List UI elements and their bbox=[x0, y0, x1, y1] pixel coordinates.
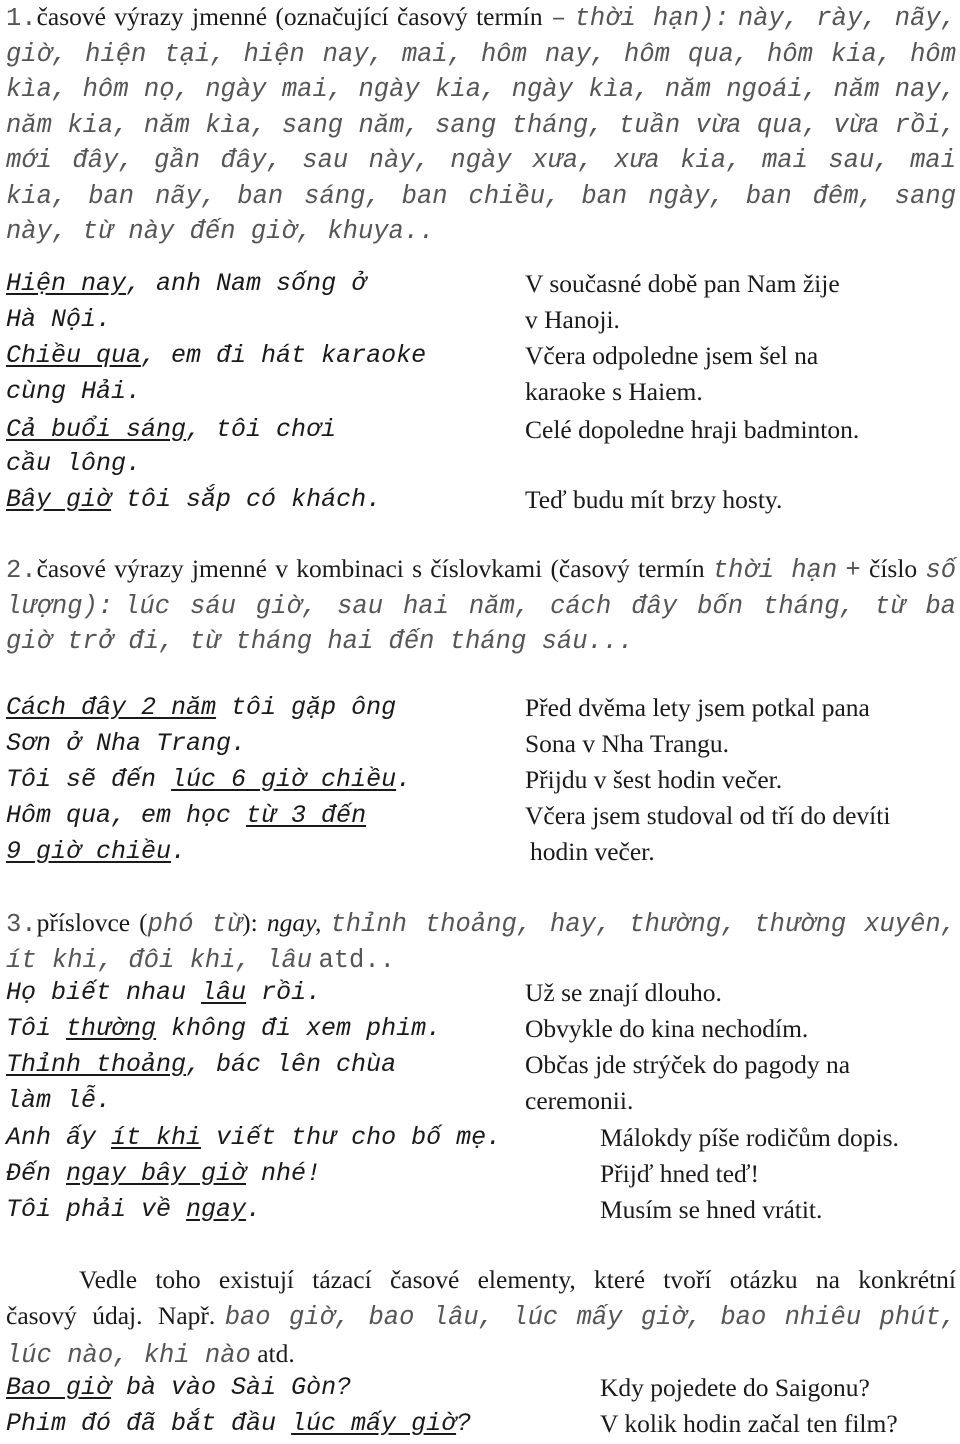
plus-sign: + bbox=[845, 556, 861, 585]
example-cz-cont: v Hanoji. bbox=[525, 305, 620, 334]
underlined-phrase: 9 giờ chiều bbox=[6, 837, 172, 866]
vietnamese-term: thời hạn bbox=[712, 556, 838, 585]
example-cz: V současné době pan Nam žije bbox=[525, 269, 840, 298]
vietnamese-term: số lượng): bbox=[6, 556, 957, 621]
example-vi: Tôi thường không đi xem phim. bbox=[6, 1014, 442, 1043]
example-cz: Včera odpoledne jsem šel na bbox=[525, 341, 819, 370]
example-cz: Před dvěma lety jsem potkal pana bbox=[525, 693, 870, 722]
underlined-phrase: lúc mấy giờ bbox=[291, 1409, 457, 1438]
example-vi bbox=[6, 412, 336, 448]
underlined-phrase: lúc 6 giờ chiều bbox=[171, 765, 397, 794]
example-vi bbox=[6, 338, 426, 374]
etc-text: atd.. bbox=[318, 945, 395, 975]
vietnamese-term: phó từ bbox=[147, 910, 243, 939]
etc-text: atd. bbox=[257, 1339, 295, 1368]
section-3-heading bbox=[6, 906, 956, 977]
section-1-heading bbox=[6, 0, 956, 249]
example-cz: Včera jsem studoval od tří do devíti bbox=[525, 801, 891, 830]
example-vi: Phim đó đã bắt đầu lúc mấy giờ? bbox=[6, 1409, 472, 1438]
example-cz-cont: karaoke s Haiem. bbox=[525, 377, 703, 406]
underlined-phrase: ngay bây giờ bbox=[66, 1159, 247, 1188]
example-vi: Họ biết nhau lâu rồi. bbox=[6, 978, 322, 1007]
dash: – bbox=[550, 4, 567, 33]
underlined-phrase: thường bbox=[66, 1014, 157, 1043]
example-vi-cont: Sơn ở Nha Trang. bbox=[6, 729, 247, 758]
example-cz: Málokdy píše rodičům dopis. bbox=[600, 1123, 899, 1152]
adverb-ngay: ngay, bbox=[266, 908, 322, 937]
example-vi-cont: cầu lông. bbox=[6, 449, 142, 478]
example-vi: Đến ngay bây giờ nhé! bbox=[6, 1159, 322, 1188]
underlined-phrase: Cách đây 2 năm bbox=[6, 693, 217, 722]
question-elements-paragraph bbox=[6, 1262, 956, 1374]
vi-text: , em đi hát karaoke bbox=[141, 341, 427, 370]
example-vi: Tôi phải về ngay. bbox=[6, 1195, 262, 1224]
example-vi-cont: cùng Hải. bbox=[6, 377, 142, 406]
underlined-phrase: Hiện nay bbox=[6, 269, 127, 298]
heading-text: časové výrazy jmenné v kombinaci s číslovkami (časový termín bbox=[36, 554, 705, 583]
expression-list: này, rày, nãy, giờ, hiện tại, hiện nay, mai, hôm nay, hôm qua, hôm kia, hôm kìa, hôm nọ, ngày mai, ngày kia, ngày kìa, năm ngoái, năm nay, năm kia, năm kìa, sang năm, sang tháng, tuần vừa qua, vừa rồi, mới đây, gần đây, sau này, ngày xưa, xưa kia, mai sau, mai kia, ban nãy, ban sáng, ban chiều, ban ngày, ban đêm, sang này, từ này đến giờ, khuya.. bbox=[6, 4, 957, 246]
example-vi: Tôi sẽ đến lúc 6 giờ chiều. bbox=[6, 765, 412, 794]
heading-text: ): bbox=[242, 908, 258, 937]
example-vi-cont: 9 giờ chiều. bbox=[6, 837, 187, 866]
vi-text: tôi sắp có khách. bbox=[111, 485, 382, 514]
underlined-phrase: ngay bbox=[186, 1195, 247, 1224]
section-number: 1. bbox=[6, 4, 37, 33]
example-cz: Obvykle do kina nechodím. bbox=[525, 1014, 809, 1043]
example-vi: Thỉnh thoảng, bác lên chùa bbox=[6, 1050, 397, 1079]
example-cz: Už se znají dlouho. bbox=[525, 978, 722, 1007]
underlined-phrase: lâu bbox=[201, 978, 247, 1007]
section-number: 2. bbox=[6, 556, 37, 585]
underlined-phrase: ít khi bbox=[111, 1123, 202, 1152]
underlined-phrase: Cả buổi sáng bbox=[6, 415, 187, 444]
example-cz-cont: ceremonii. bbox=[525, 1086, 634, 1115]
underlined-phrase: từ 3 đến bbox=[246, 801, 367, 830]
example-cz-cont: hodin večer. bbox=[530, 837, 655, 866]
question-word-list: bao giờ, bao lâu, lúc mấy giờ, bao nhiêu phút, lúc nào, khi nào bbox=[6, 1303, 956, 1370]
heading-text: číslo bbox=[869, 554, 918, 583]
expression-list: thỉnh thoảng, hay, thường, thường xuyên, ít khi, đôi khi, lâu bbox=[6, 910, 957, 975]
underlined-phrase: Bao giờ bbox=[6, 1373, 112, 1402]
example-vi bbox=[6, 482, 381, 518]
example-vi-cont: Hà Nội. bbox=[6, 305, 112, 334]
example-cz: Občas jde strýček do pagody na bbox=[525, 1050, 851, 1079]
example-vi bbox=[6, 266, 366, 302]
expression-list: lúc sáu giờ, sau hai năm, cách đây bốn tháng, từ ba giờ trở đi, từ tháng hai đến tháng sáu... bbox=[6, 591, 956, 656]
example-vi: Hôm qua, em học từ 3 đến bbox=[6, 801, 367, 830]
vi-text: , tôi chơi bbox=[186, 415, 337, 444]
example-cz: Přijdu v šest hodin večer. bbox=[525, 765, 783, 794]
example-vi: Anh ấy ít khi viết thư cho bố mẹ. bbox=[6, 1123, 502, 1152]
heading-text: časové výrazy jmenné (označující časový termín bbox=[36, 2, 543, 31]
example-vi-cont: làm lễ. bbox=[6, 1086, 112, 1115]
vi-text: , anh Nam sống ở bbox=[126, 269, 367, 298]
example-cz: Přijď hned teď! bbox=[600, 1159, 760, 1188]
heading-text: příslovce ( bbox=[36, 908, 148, 937]
underlined-phrase: Thỉnh thoảng bbox=[6, 1050, 187, 1079]
section-2-heading bbox=[6, 552, 956, 659]
example-cz-cont: Sona v Nha Trangu. bbox=[525, 729, 730, 758]
example-cz: Teď budu mít brzy hosty. bbox=[525, 485, 783, 514]
example-vi: Bao giờ bà vào Sài Gòn? bbox=[6, 1373, 352, 1402]
underlined-phrase: Bây giờ bbox=[6, 485, 112, 514]
example-cz: V kolik hodin začal ten film? bbox=[600, 1409, 898, 1438]
intro-text: Vedle toho existují tázací časové elementy, které tvoří otázku na konkrétní časový údaj. Např. bbox=[6, 1265, 956, 1330]
example-vi: Cách đây 2 năm tôi gặp ông bbox=[6, 693, 397, 722]
example-cz: Celé dopoledne hraji badminton. bbox=[525, 415, 860, 444]
section-number: 3. bbox=[6, 910, 37, 939]
vietnamese-term: thời hạn): bbox=[574, 4, 730, 33]
example-cz: Kdy pojedete do Saigonu? bbox=[600, 1373, 870, 1402]
example-cz: Musím se hned vrátit. bbox=[600, 1195, 823, 1224]
underlined-phrase: Chiều qua bbox=[6, 341, 142, 370]
